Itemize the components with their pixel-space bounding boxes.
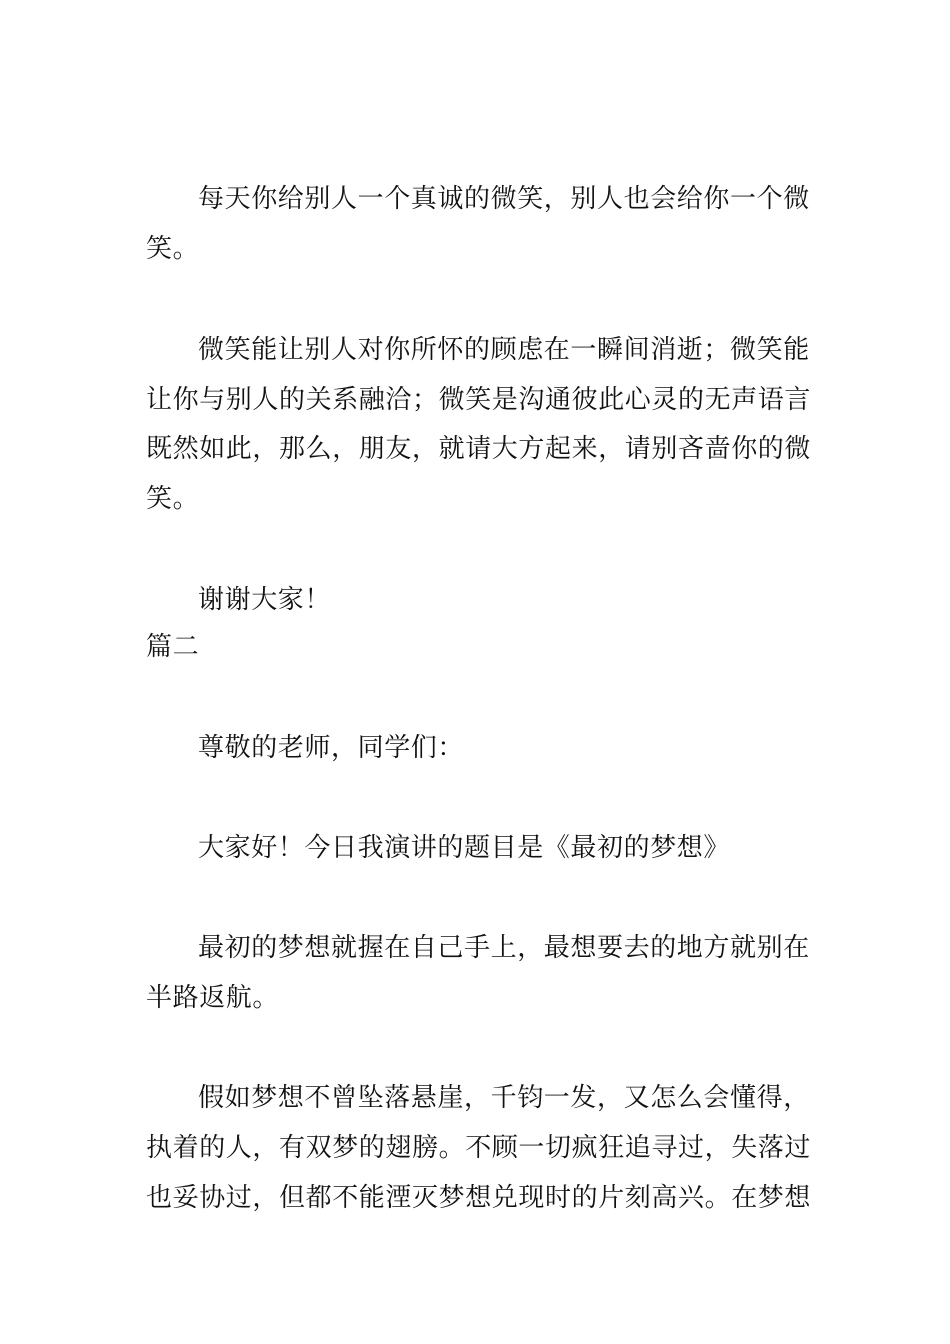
paragraph-2-line-2: 让你与别人的关系融洽；微笑是沟通彼此心灵的无声语言 (146, 385, 812, 415)
section-heading: 篇二 (146, 632, 200, 662)
paragraph-6-line-2: 半路返航。 (146, 983, 280, 1013)
greeting-line: 尊敬的老师，同学们： (198, 733, 465, 763)
paragraph-7-line-2: 执着的人，有双梦的翅膀。不顾一切疯狂追寻过，失落过 (146, 1133, 812, 1163)
paragraph-2-line-3: 既然如此，那么，朋友，就请大方起来，请别吝啬你的微 (146, 434, 812, 464)
paragraph-2-line-4: 笑。 (146, 484, 200, 514)
paragraph-6-line-1: 最初的梦想就握在自己手上，最想要去的地方就别在 (198, 933, 810, 963)
paragraph-2-line-1: 微笑能让别人对你所怀的顾虑在一瞬间消逝；微笑能 (198, 335, 810, 365)
thanks-line: 谢谢大家！ (198, 585, 332, 615)
paragraph-1-line-2: 笑。 (146, 234, 200, 264)
paragraph-1-line-1: 每天你给别人一个真诚的微笑，别人也会给你一个微 (198, 184, 810, 214)
paragraph-7-line-3: 也妥协过，但都不能湮灭梦想兑现时的片刻高兴。在梦想 (146, 1183, 812, 1213)
paragraph-7-line-1: 假如梦想不曾坠落悬崖，千钧一发，又怎么会懂得， (198, 1083, 810, 1113)
intro-line: 大家好！今日我演讲的题目是《最初的梦想》 (198, 833, 731, 863)
